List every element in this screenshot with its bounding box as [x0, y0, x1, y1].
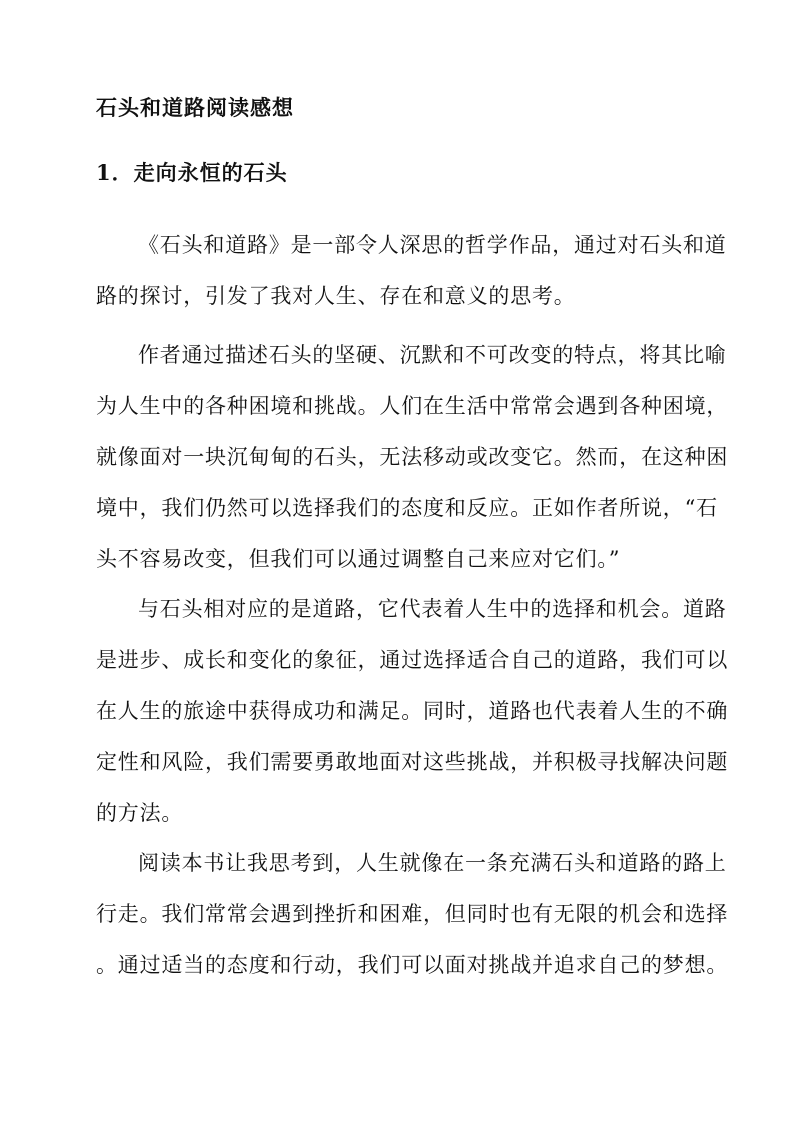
paragraph-line: 。通过适当的态度和行动，我们可以面对挑战并追求自己的梦想。 — [96, 953, 729, 977]
document-title: 石头和道路阅读感想 — [96, 95, 294, 120]
paragraph-line: 《石头和道路》是一部令人深思的哲学作品，通过对石头和道 — [138, 233, 727, 257]
section-heading: 1．走向永恒的石头 — [96, 160, 288, 185]
paragraph-line: 与石头相对应的是道路，它代表着人生中的选择和机会。道路 — [138, 597, 727, 621]
paragraph-line: 头不容易改变，但我们可以通过调整自己来应对它们。” — [96, 547, 621, 571]
paragraph-line: 的方法。 — [96, 801, 184, 825]
paragraph-line: 行走。我们常常会遇到挫折和困难，但同时也有无限的机会和选择 — [96, 902, 729, 926]
paragraph-line: 为人生中的各种困境和挑战。人们在生活中常常会遇到各种困境， — [96, 394, 729, 418]
paragraph-4 — [96, 838, 729, 991]
paragraph-line: 路的探讨，引发了我对人生、存在和意义的思考。 — [96, 284, 576, 308]
paragraph-line: 定性和风险，我们需要勇敢地面对这些挑战，并积极寻找解决问题 — [96, 750, 729, 774]
paragraph-line: 是进步、成长和变化的象征，通过选择适合自己的道路，我们可以 — [96, 648, 729, 672]
paragraph-line: 阅读本书让我思考到，人生就像在一条充满石头和道路的路上 — [138, 851, 727, 875]
paragraph-line: 作者通过描述石头的坚硬、沉默和不可改变的特点，将其比喻 — [138, 343, 727, 367]
paragraph-1 — [96, 220, 727, 322]
paragraph-3 — [96, 584, 729, 839]
paragraph-line: 境中，我们仍然可以选择我们的态度和反应。正如作者所说，“石 — [96, 496, 718, 520]
paragraph-2 — [96, 330, 729, 585]
paragraph-line: 就像面对一块沉甸甸的石头，无法移动或改变它。然而，在这种困 — [96, 445, 729, 469]
paragraph-line: 在人生的旅途中获得成功和满足。同时，道路也代表着人生的不确 — [96, 699, 729, 723]
